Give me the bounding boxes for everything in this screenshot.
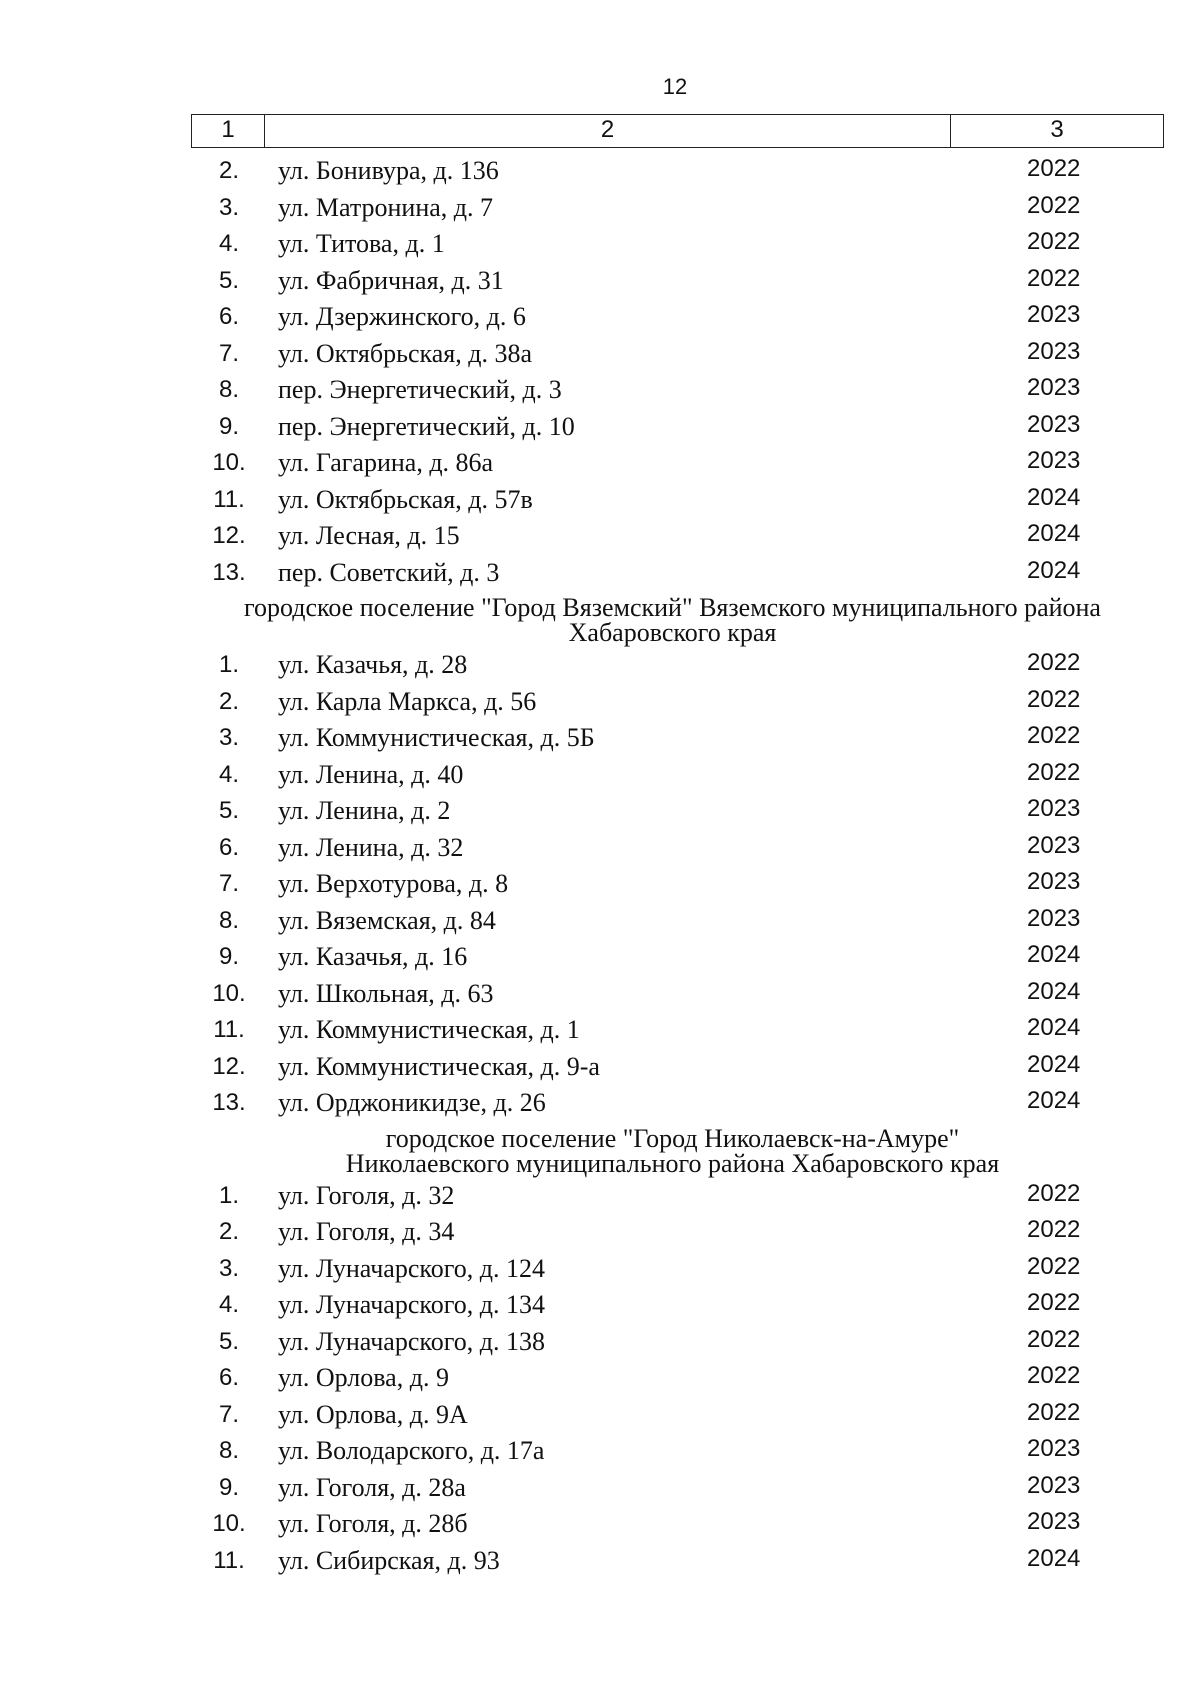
row-address: ул. Коммунистическая, д. 9-а [278, 1051, 600, 1081]
row-number: 4. [218, 1291, 239, 1318]
column-header-table [191, 114, 1164, 148]
row-number: 2. [218, 687, 239, 715]
row-year: 2022 [1027, 1252, 1081, 1280]
row-number: 9. [218, 943, 239, 970]
row-year: 2024 [1027, 1014, 1081, 1041]
row-year: 2024 [1027, 520, 1081, 547]
row-number: 8. [218, 906, 239, 934]
row-address: ул. Школьная, д. 63 [278, 978, 494, 1008]
settlement-heading [0, 593, 1200, 649]
table-row [0, 1014, 1200, 1051]
row-year: 2023 [1027, 831, 1081, 859]
row-number: 13. [212, 558, 246, 586]
table-row [0, 722, 1200, 759]
row-year: 2022 [1027, 758, 1081, 786]
table-row [0, 1472, 1200, 1509]
table-row [0, 649, 1200, 686]
table-row [0, 228, 1200, 265]
row-address: ул. Коммунистическая, д. 1 [278, 1015, 580, 1044]
table-row [0, 1180, 1200, 1217]
row-year: 2023 [1027, 1471, 1081, 1499]
row-year: 2024 [1027, 1087, 1081, 1114]
row-year: 2024 [1027, 1050, 1081, 1078]
row-number: 6. [218, 303, 239, 330]
table-row [0, 447, 1200, 484]
row-address: ул. Коммунистическая, д. 5Б [278, 723, 595, 752]
row-number: 2. [218, 157, 239, 184]
row-address: ул. Бонивура, д. 136 [278, 156, 499, 185]
row-address: ул. Орлова, д. 9 [278, 1363, 449, 1392]
table-row [0, 759, 1200, 796]
row-address: ул. Гоголя, д. 32 [278, 1180, 455, 1210]
row-address: пер. Советский, д. 3 [278, 557, 500, 587]
table-row [0, 795, 1200, 832]
table-row [0, 905, 1200, 942]
row-address: ул. Луначарского, д. 134 [278, 1290, 545, 1319]
table-row [0, 686, 1200, 723]
row-number: 11. [213, 1546, 245, 1574]
row-address: ул. Октябрьская, д. 57в [278, 484, 533, 514]
row-number: 3. [218, 1254, 239, 1282]
row-number: 12. [212, 522, 246, 549]
row-year: 2023 [1027, 795, 1081, 822]
row-address: пер. Энергетический, д. 10 [278, 411, 575, 441]
table-row [0, 1362, 1200, 1399]
row-number: 5. [218, 1327, 239, 1355]
row-address: ул. Орджоникидзе, д. 26 [278, 1088, 546, 1117]
settlement-heading-line: городское поселение "Город Николаевск-на-Амуре" [385, 1123, 960, 1153]
table-row [0, 868, 1200, 905]
row-number: 5. [218, 266, 239, 294]
row-year: 2022 [1027, 228, 1081, 255]
table-row [0, 1326, 1200, 1363]
row-year: 2023 [1027, 410, 1081, 438]
row-address: ул. Володарского, д. 17а [278, 1436, 545, 1465]
row-year: 2024 [1027, 941, 1081, 968]
row-number: 7. [218, 870, 239, 897]
row-number: 13. [212, 1089, 246, 1116]
row-number: 12. [212, 1052, 246, 1080]
row-year: 2023 [1027, 374, 1081, 401]
row-address: ул. Ленина, д. 2 [278, 796, 451, 825]
table-row [0, 1087, 1200, 1124]
row-address: ул. Казачья, д. 28 [278, 650, 468, 679]
row-year: 2022 [1027, 264, 1081, 292]
row-year: 2022 [1027, 1325, 1081, 1353]
row-number: 2. [218, 1218, 239, 1245]
row-year: 2022 [1027, 155, 1081, 182]
row-address: ул. Титова, д. 1 [278, 229, 445, 258]
settlement-heading-line: городское поселение "Город Вяземский" Вяземского муниципального района [244, 593, 1101, 622]
column-header-3: 3 [1050, 116, 1064, 143]
table-row [0, 155, 1200, 192]
row-year: 2023 [1027, 904, 1081, 932]
settlement-heading-line: Николаевского муниципального района Хабаровского края [345, 1148, 1000, 1178]
row-address: ул. Фабричная, д. 31 [278, 265, 504, 295]
row-address: ул. Сибирская, д. 93 [278, 1545, 500, 1575]
row-number: 4. [218, 760, 239, 788]
row-address: ул. Гоголя, д. 34 [278, 1217, 455, 1246]
row-year: 2022 [1027, 1216, 1081, 1243]
row-year: 2022 [1027, 1398, 1081, 1426]
row-address: ул. Луначарского, д. 138 [278, 1326, 545, 1356]
row-number: 10. [212, 1510, 246, 1537]
row-year: 2022 [1027, 722, 1081, 749]
row-address: ул. Ленина, д. 32 [278, 832, 464, 862]
table-row [0, 1216, 1200, 1253]
column-header-2: 2 [265, 115, 951, 147]
table-row [0, 832, 1200, 869]
table-row [0, 1253, 1200, 1290]
address-list [0, 155, 1200, 1581]
row-number: 10. [212, 979, 246, 1007]
table-row [0, 338, 1200, 375]
row-address: ул. Дзержинского, д. 6 [278, 302, 526, 331]
row-year: 2023 [1027, 301, 1081, 328]
row-year: 2023 [1027, 447, 1081, 474]
table-row [0, 484, 1200, 521]
row-number: 7. [218, 339, 239, 367]
row-address: ул. Луначарского, д. 124 [278, 1253, 545, 1283]
table-row [0, 1051, 1200, 1088]
table-row [0, 1289, 1200, 1326]
row-address: ул. Гагарина, д. 86а [278, 448, 494, 477]
row-number: 1. [218, 1181, 239, 1209]
row-year: 2024 [1027, 556, 1081, 584]
row-address: ул. Карла Маркса, д. 56 [278, 686, 537, 716]
table-row [0, 520, 1200, 557]
row-number: 6. [218, 833, 239, 861]
row-address: ул. Вяземская, д. 84 [278, 905, 496, 935]
row-address: ул. Лесная, д. 15 [278, 521, 460, 550]
row-number: 8. [218, 376, 239, 403]
row-year: 2022 [1027, 1289, 1081, 1316]
row-address: пер. Энергетический, д. 3 [278, 375, 562, 404]
row-year: 2022 [1027, 1179, 1081, 1207]
row-number: 3. [218, 724, 239, 751]
row-year: 2022 [1027, 649, 1081, 676]
row-year: 2023 [1027, 868, 1081, 895]
row-number: 11. [213, 485, 245, 513]
row-number: 9. [218, 412, 239, 440]
settlement-heading [0, 1124, 1200, 1180]
table-row [0, 1435, 1200, 1472]
row-address: ул. Гоголя, д. 28б [278, 1509, 468, 1538]
row-year: 2022 [1027, 191, 1081, 219]
row-year: 2024 [1027, 977, 1081, 1005]
row-address: ул. Верхотурова, д. 8 [278, 869, 509, 898]
row-address: ул. Октябрьская, д. 38а [278, 338, 533, 368]
table-row [0, 1545, 1200, 1582]
row-number: 6. [218, 1364, 239, 1391]
row-year: 2023 [1027, 337, 1081, 365]
table-row [0, 1508, 1200, 1545]
table-row [0, 411, 1200, 448]
table-row [0, 301, 1200, 338]
row-number: 1. [218, 651, 239, 678]
row-number: 10. [212, 449, 246, 476]
table-row [0, 192, 1200, 229]
row-year: 2024 [1027, 1544, 1081, 1572]
table-row [0, 265, 1200, 302]
row-number: 11. [213, 1016, 245, 1043]
row-address: ул. Матронина, д. 7 [278, 192, 494, 222]
table-row [0, 1399, 1200, 1436]
row-address: ул. Гоголя, д. 28а [278, 1472, 466, 1502]
row-address: ул. Орлова, д. 9А [278, 1399, 468, 1429]
settlement-heading-line: Хабаровского края [568, 618, 777, 647]
row-number: 8. [218, 1437, 239, 1464]
row-number: 4. [218, 230, 239, 257]
row-year: 2023 [1027, 1508, 1081, 1535]
table-row [0, 557, 1200, 594]
row-year: 2024 [1027, 483, 1081, 511]
row-year: 2023 [1027, 1435, 1081, 1462]
table-row [0, 374, 1200, 411]
table-row [0, 978, 1200, 1015]
row-address: ул. Казачья, д. 16 [278, 942, 468, 971]
row-year: 2022 [1027, 1362, 1081, 1389]
row-number: 3. [218, 193, 239, 221]
row-address: ул. Ленина, д. 40 [278, 759, 464, 789]
table-row [0, 941, 1200, 978]
page-number: 12 [662, 74, 688, 99]
row-year: 2022 [1027, 685, 1081, 713]
row-number: 5. [218, 797, 239, 824]
row-number: 9. [218, 1473, 239, 1501]
row-number: 7. [218, 1400, 239, 1428]
column-header-1: 1 [192, 115, 265, 147]
